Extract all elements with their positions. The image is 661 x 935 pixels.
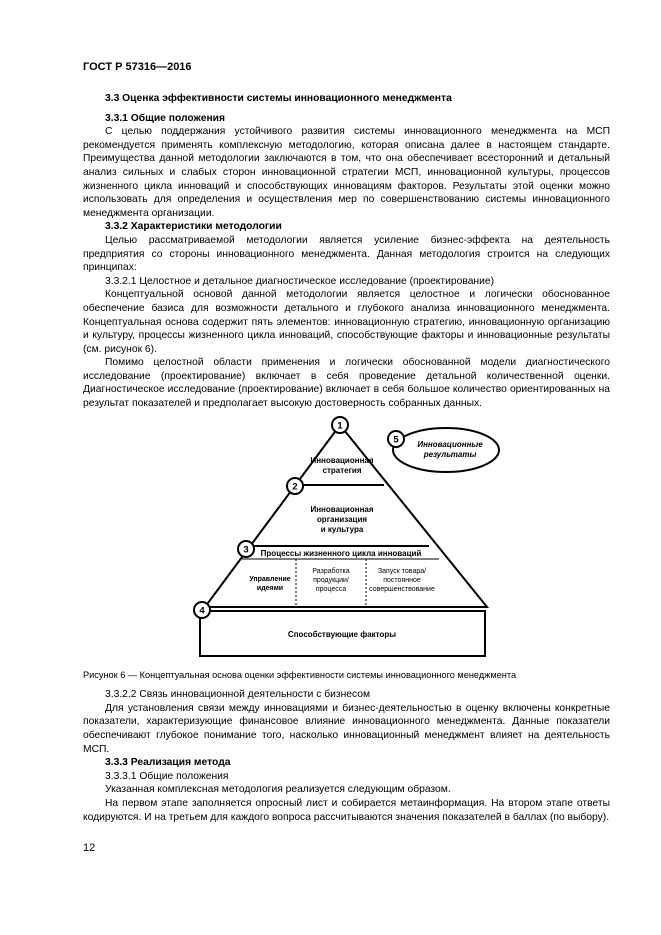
marker-3-label: 3 bbox=[243, 544, 249, 556]
marker-4-label: 4 bbox=[199, 605, 205, 617]
ideas-label: Управление bbox=[249, 575, 291, 583]
clause-title: 3.3.3.1 Общие положения bbox=[105, 770, 229, 782]
subsection-title: 3.3.1 Общие положения bbox=[105, 112, 225, 124]
marker-5-label: 5 bbox=[393, 434, 399, 446]
launch-label: постоянное bbox=[383, 576, 421, 584]
results-label: результаты bbox=[423, 449, 477, 459]
development-label: продукции/ bbox=[313, 576, 349, 584]
section-title: 3.3 Оценка эффективности системы инновационного менеджмента bbox=[105, 93, 452, 104]
marker-1-label: 1 bbox=[337, 420, 343, 432]
paragraph: Целью рассматриваемой методологии является усиление бизнес-эффекта на деятельность предприятия со стороны инновационного менеджмента. Данная методология строится на следующих принципах: bbox=[83, 234, 610, 274]
figure-6 bbox=[83, 413, 610, 665]
ideas-label: идеями bbox=[256, 584, 284, 592]
org-label: и культура bbox=[320, 524, 364, 534]
pyramid-diagram bbox=[83, 413, 610, 665]
factors-label: Способствующие факторы bbox=[287, 629, 397, 639]
figure-caption: Рисунок 6 — Концептуальная основа оценки эффективности системы инновационного менеджмента bbox=[83, 669, 517, 680]
paragraph: С целью поддержания устойчивого развития системы инновационного менеджмента на МСП рекомендуется применять комплексную методологию, которая описана далее в настоящем стандарте. Преимущества данной методологии заключаются в том, что она обеспечивает всесторонний и детальный анализ сильных и слабых сторон инновационной стратегии МСП, инновационной культуры, процессов жизненного цикла инноваций и способствующих инновациям факторов. Результаты этой оценки можно использовать для определения и осуществления мер по совершенствованию системы инновационного менеджмента организации. bbox=[83, 126, 610, 219]
strategy-label: Инновационная bbox=[310, 455, 374, 465]
paragraph: Помимо целостной области применения и логически обоснованной модели диагностического исследование (проектирование) включает в себя проведение детальной количественной оценки. Диагностическое исследование (проектирование) включает в себя большое количество ориентированных на результат показателей и предполагает высокую достоверность собранных данных. bbox=[83, 357, 610, 410]
paragraph: На первом этапе заполняется опросный лист и собирается метаинформация. На втором этапе ответы кодируются. И на третьем для каждого вопроса рассчитываются значения показателей в баллах (по выбору). bbox=[83, 798, 610, 823]
launch-label: Запуск товара/ bbox=[377, 567, 427, 575]
document-body bbox=[83, 92, 610, 824]
strategy-label: стратегия bbox=[322, 465, 362, 475]
lifecycle-label: Процессы жизненного цикла инноваций bbox=[260, 548, 422, 558]
development-label: Разработка bbox=[312, 567, 350, 575]
paragraph: Указанная комплексная методология реализуется следующим образом. bbox=[105, 784, 451, 796]
clause-title: 3.3.2.2 Связь инновационной деятельности с бизнесом bbox=[105, 689, 371, 701]
page-number: 12 bbox=[83, 842, 96, 854]
results-label: Инновационные bbox=[417, 439, 483, 449]
subsection-title: 3.3.2 Характеристики методологии bbox=[105, 221, 282, 233]
paragraph: Для установления связи между инновациями и бизнес-деятельностью в оценку включены конкретные показатели, характеризующие финансовое влияние инновационного менеджмента. Данные показатели обеспечивают глубокое понимание того, насколько инновационный менеджмент влияет на деятельность МСП. bbox=[83, 702, 610, 755]
launch-label: совершенствование bbox=[369, 585, 435, 593]
document-header: ГОСТ Р 57316—2016 bbox=[83, 61, 192, 73]
development-label: процесса bbox=[315, 585, 347, 593]
paragraph: Концептуальной основой данной методологии является целостное и логически обоснованное обеспечение базиса для возможности детального и глубокого анализа инновационного менеджмента. Концептуальная основа содержит пять элементов: инновационную стратегию, инновационную организацию и культуру, процессы жизненного цикла инноваций, способствующие факторы и инновационные результаты (см. рисунок 6). bbox=[83, 289, 610, 355]
subsection-title: 3.3.3 Реализация метода bbox=[105, 757, 231, 769]
org-label: организация bbox=[316, 514, 368, 524]
marker-2-label: 2 bbox=[292, 481, 298, 493]
clause-title: 3.3.2.1 Целостное и детальное диагностическое исследование (проектирование) bbox=[105, 275, 495, 287]
org-label: Инновационная bbox=[310, 504, 374, 514]
